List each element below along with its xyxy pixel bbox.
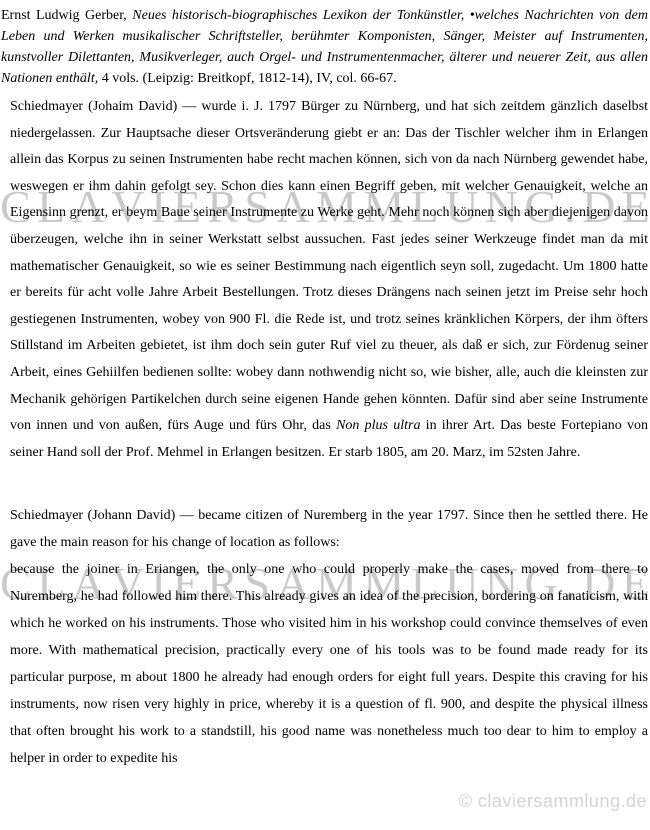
german-entry-text-end: in ihrer Art. Das beste Fortepiano von seiner Hand soll der Prof. Mehmel in Erlangen besitzen. Er starb 1805, am 20. Marz, im 52sten Jahre. bbox=[10, 418, 648, 460]
watermark-claviersammlung-bottom: C L A V I E R S A M M L U N G . D E bbox=[0, 558, 650, 609]
english-paragraph-intro: Schiedmayer (Johann David) — became citizen of Nuremberg in the year 1797. Since then he settled there. He gave the main reason for his change of location as follows: bbox=[10, 508, 648, 550]
german-entry-paragraph bbox=[10, 94, 648, 466]
citation-title-italic: Neues historisch-biographisches Lexikon der Tonkünstler, •welches Nachrichten von dem Leben und Werken musikalischer Schriftsteller, berühmter Komponisten, Sänger, Meister auf Instrumenten, kunstvoller Dilettanten, Musikverleger, auch Orgel- und Instrumentenmacher, älterer und neuerer Zeit, aus allen Nationen enthält, bbox=[1, 8, 649, 86]
german-entry-text: Schiedmayer (Johaim David) — wurde i. J. 1797 Bürger zu Nürnberg, und hat sich zeitdem gänzlich daselbst niedergelassen. Zur Hauptsache dieser Ortsveränderung giebt er an: Das der Tischler welcher ihm in Erlangen allein das Korpus zu seinen Instrumenten habe recht machen können, sich von da nach Nürnberg gewendet habe, weswegen er ihm dahin gefolgt sey. Schon dies kann einen Begriff geben, mit welcher Genauigkeit, welche an Eigensinn grenzt, er beym Baue seiner Instrumente zu Werke geht. Mehr noch können sich aber diejenigen davon überzeugen, welche ihn in seiner Werkstatt selbst aussuchen. Fast jedes seiner Werkzeuge findet man da mit mathematischer Genauigkeit, so wie es seiner Bestimmung nach eigentlich seyn soll, zugedacht. Um 1800 hatte er bereits für acht volle Jahre Arbeit Bestellungen. Trotz dieses Drängens nach seinen jetzt im Preise sehr hoch gestiegenen Instrumenten, wobey von 900 Fl. die Rede ist, und trotz seines kränklichen Körpers, der ihm öfters Stillstand im Arbeiten gebietet, ist ihm doch sein guter Ruf viel zu theuer, als daß er sich, zur Fördenug seiner Arbeit, eines Gehiilfen bedienen sollte: wobey dann nothwendig nicht so, wie bisher, alle, auch die kleinsten zur Mechanik gehörigen Partikelchen durch seine eigenen Hande gehen könnten. Dafür sind aber seine Instrumente von innen und von außen, fürs Auge und fürs Ohr, das bbox=[10, 99, 648, 434]
citation-author: Ernst Ludwig Gerber, bbox=[1, 8, 133, 23]
english-paragraph-body: because the joiner in Eriangen, the only one who could properly make the cases, moved from there to Nuremberg, he had followed him there. This already gives an idea of the precision, bordering on fanaticism, with which he worked on his instruments. Those who visited him in his workshop could convince themselves of even more. With mathematical precision, practically every one of his tools was to be found made ready for its particular purpose, m about 1800 he already had enough orders for eight full years. Despite this craving for his instruments, now risen very highly in price, whereby it is a question of fl. 900, and despite the physical illness that often brought his work to a standstill, his good name was nonetheless much too dear to him to employ a helper in order to expedite his bbox=[10, 562, 648, 766]
footer-copyright: © claviersammlung.de bbox=[458, 791, 647, 811]
watermark-claviersammlung-top: C L A V I E R S A M M L U N G . D E bbox=[0, 181, 650, 232]
english-translation-section bbox=[10, 502, 648, 772]
citation-paragraph bbox=[1, 5, 648, 89]
german-entry-italic-phrase: Non plus ultra bbox=[336, 418, 421, 434]
citation-publication-details: 4 vols. (Leipzig: Breitkopf, 1812-14), IV, col. 66-67. bbox=[98, 71, 397, 86]
